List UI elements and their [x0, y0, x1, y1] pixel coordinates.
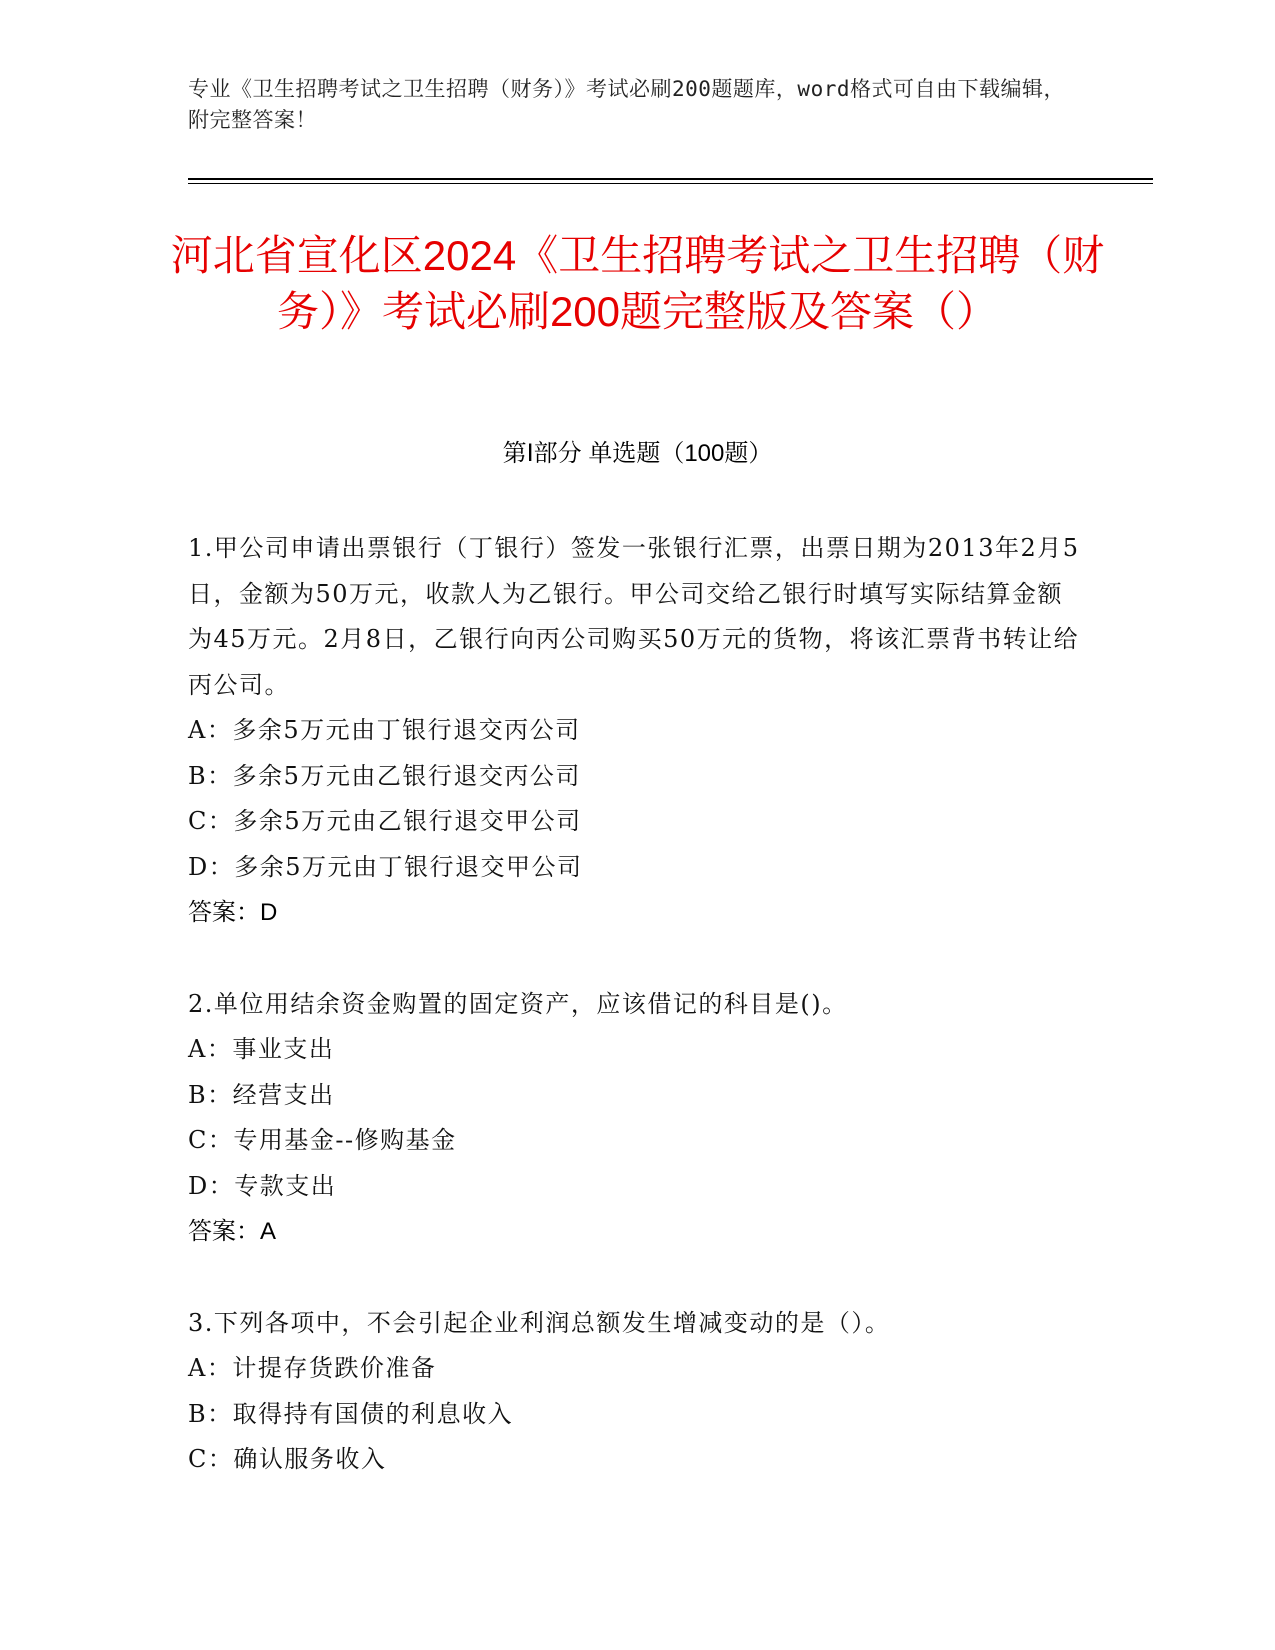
option-d: D：专款支出 [188, 1171, 337, 1200]
answer: 答案：D [188, 899, 278, 926]
question-stem: 3.下列各项中，不会引起企业利润总额发生增减变动的是（）。 [188, 1308, 891, 1337]
question-3 [188, 1301, 1088, 1483]
option-b: B：取得持有国债的利息收入 [188, 1399, 514, 1428]
option-c: C：确认服务收入 [188, 1445, 387, 1473]
question-stem: 2.单位用结余资金购置的固定资产，应该借记的科目是()。 [188, 989, 848, 1018]
option-b: B：多余5万元由乙银行退交丙公司 [188, 761, 581, 790]
option-a: A：事业支出 [188, 1035, 335, 1063]
option-a: A：计提存货跌价准备 [188, 1354, 437, 1382]
section-title: 第Ⅰ部分 单选题（100题） [502, 440, 773, 467]
question-stem: 1.甲公司申请出票银行（丁银行）签发一张银行汇票，出票日期为2013年2月5日，金额为50万元，收款人为乙银行。甲公司交给乙银行时填写实际结算金额为45万元。2月8日，乙银行向丙公司购买50万元的货物，将该汇票背书转让给丙公司。 [188, 534, 1080, 699]
option-c: C：专用基金--修购基金 [188, 1126, 457, 1154]
header-divider-thin [188, 183, 1153, 184]
header-divider-thick [188, 178, 1153, 180]
question-2 [188, 982, 1088, 1255]
option-b: B：经营支出 [188, 1080, 335, 1109]
question-list [188, 526, 1088, 1529]
document-title: 河北省宣化区2024《卫生招聘考试之卫生招聘（财务）》考试必刷200题完整版及答案（） [170, 232, 1105, 335]
option-a: A：多余5万元由丁银行退交丙公司 [188, 716, 581, 744]
header-note: 专业《卫生招聘考试之卫生招聘（财务）》考试必刷200题题库，word格式可自由下载编辑，附完整答案！ [188, 77, 1065, 132]
question-1 [188, 526, 1088, 936]
option-d: D：多余5万元由丁银行退交甲公司 [188, 852, 583, 881]
answer: 答案：A [188, 1218, 277, 1245]
option-c: C：多余5万元由乙银行退交甲公司 [188, 807, 582, 835]
